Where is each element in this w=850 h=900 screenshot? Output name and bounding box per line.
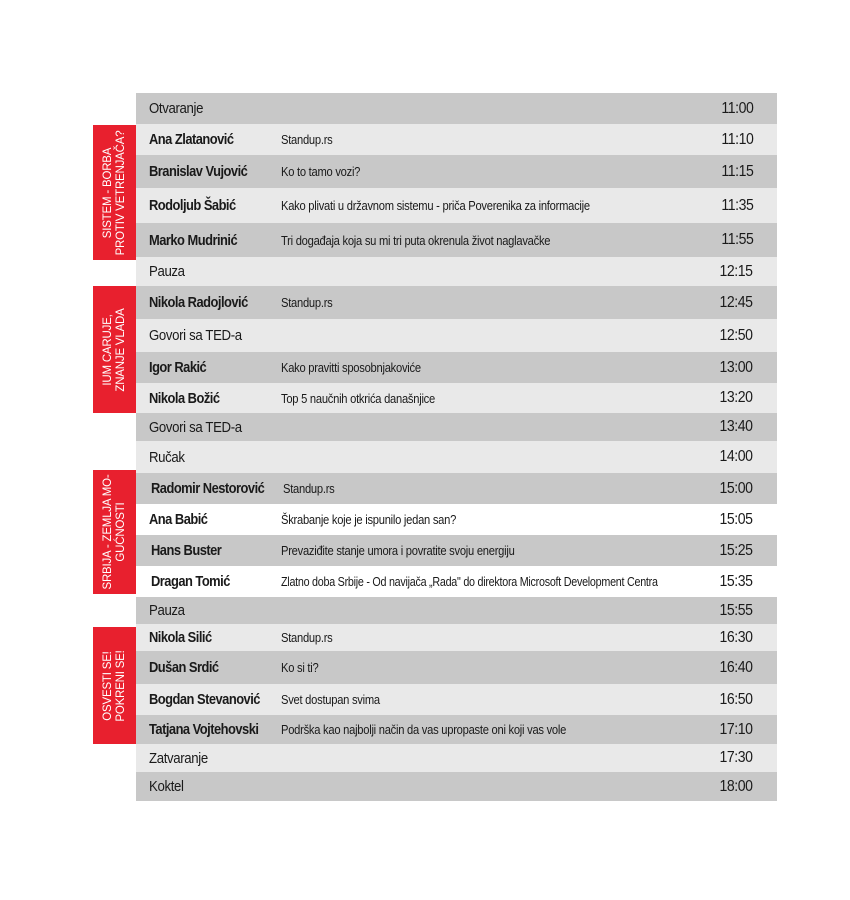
session-time: 14:00 [719,448,753,465]
speaker-name: Nikola Božić [149,389,220,407]
schedule-row [136,413,777,441]
section-label-4 [102,650,128,721]
talk-title: Ko si ti? [281,660,319,675]
section-label-line: SISTEM - BORBA [101,147,114,238]
speaker-name: Marko Mudrinić [149,231,238,249]
schedule-row [136,684,777,715]
schedule-row [136,744,777,772]
speaker-name: Rodoljub Šabić [149,197,236,214]
talk-title: Svet dostupan svima [281,692,380,707]
section-band-3 [93,470,136,594]
session-time: 15:00 [719,479,753,497]
session-time: 16:30 [719,628,753,646]
section-label-line: IUM CARUJE, [101,313,114,386]
schedule-row [136,651,777,684]
session-time: 15:25 [719,541,753,559]
section-label-line: POKRENI SE! [114,649,127,722]
talk-title: Standup.rs [281,630,333,645]
session-time: 11:35 [721,196,753,214]
speaker-name: Igor Rakić [149,359,207,376]
section-band-2 [93,286,136,413]
schedule-row [136,286,777,319]
schedule-row [136,188,777,223]
session-title: Koktel [149,778,184,795]
talk-title: Standup.rs [281,132,333,147]
session-title: Pauza [149,263,185,280]
session-time: 15:05 [719,510,753,528]
session-title: Zatvaranje [149,749,208,767]
session-time: 12:50 [719,326,753,344]
speaker-name: Ana Babić [149,511,208,528]
section-label-line: ZNANJE VLADA [114,307,127,392]
speaker-name: Nikola Silić [149,629,212,646]
session-time: 13:20 [719,389,753,406]
session-time: 11:10 [721,130,753,148]
session-time: 15:55 [719,601,753,619]
session-title: Govori sa TED-a [149,418,242,436]
schedule-row [136,473,777,504]
section-label-1 [102,130,128,255]
session-time: 12:15 [719,262,753,280]
talk-title: Tri događaja koja su mi tri puta okrenula život naglavačke [281,232,551,248]
session-time: 17:10 [719,720,753,738]
schedule-row [136,352,777,383]
speaker-name: Ana Zlatanović [149,131,234,148]
schedule-row [136,93,777,124]
section-label-3 [102,474,128,589]
speaker-name: Tatjana Vojtehovski [149,721,259,738]
speaker-name: Nikola Radojlović [149,294,248,311]
schedule-row [136,441,777,473]
talk-title: Zlatno doba Srbije - Od navijača „Rada" do direktora Microsoft Development Centra [281,574,658,589]
talk-title: Standup.rs [281,295,333,310]
schedule-row [136,155,777,188]
session-time: 16:50 [719,690,753,708]
session-time: 15:35 [719,572,753,590]
talk-title: Prevaziđite stanje umora i povratite svoju energiju [281,543,515,558]
talk-title: Podrška kao najbolji način da vas upropaste oni koji vas vole [281,722,567,737]
section-band-4 [93,627,136,744]
speaker-name: Dušan Srdić [149,659,219,676]
talk-title: Ko to tamo vozi? [281,164,361,179]
schedule-row [136,566,777,597]
speaker-name: Dragan Tomić [151,573,230,590]
session-time: 13:40 [719,418,753,435]
section-label-line: PROTIV VETRENJAČA? [114,130,127,255]
speaker-name: Radomir Nestorović [151,480,265,497]
schedule-row [136,772,777,801]
session-time: 11:55 [721,231,753,248]
talk-title: Standup.rs [283,481,335,496]
session-time: 13:00 [719,358,753,376]
section-label-line: GUĆNOSTI [114,502,127,562]
session-time: 11:15 [721,162,753,180]
section-label-line: SRBIJA - ZEMLJA MO- [101,474,114,590]
session-title: Otvaranje [149,100,204,117]
talk-title: Škrabanje koje je ispunilo jedan san? [281,512,457,527]
session-time: 18:00 [719,777,753,795]
session-time: 17:30 [719,749,753,766]
talk-title: Kako plivati u državnom sistemu - priča Poverenika za informacije [281,198,590,213]
section-label-2 [102,308,128,391]
schedule-row [136,257,777,286]
session-time: 12:45 [719,293,753,311]
schedule-row [136,383,777,413]
schedule-row [136,715,777,744]
schedule-row [136,223,777,257]
session-title: Ručak [149,448,185,466]
session-time: 11:00 [721,99,753,117]
speaker-name: Branislav Vujović [149,163,248,180]
section-band-1 [93,125,136,260]
schedule-row [136,124,777,155]
talk-title: Top 5 naučnih otkrića današnjice [281,390,435,406]
schedule-row [136,319,777,352]
session-time: 16:40 [719,658,753,676]
speaker-name: Hans Buster [151,542,222,559]
schedule-row [136,624,777,651]
schedule-row [136,535,777,566]
speaker-name: Bogdan Stevanović [149,691,260,708]
talk-title: Kako pravitti sposobnjakoviće [281,360,421,375]
schedule-row [136,504,777,535]
section-label-line: OSVESTI SE! [101,650,114,721]
schedule-row [136,597,777,624]
session-title: Pauza [149,602,185,619]
session-title: Govori sa TED-a [149,327,242,344]
